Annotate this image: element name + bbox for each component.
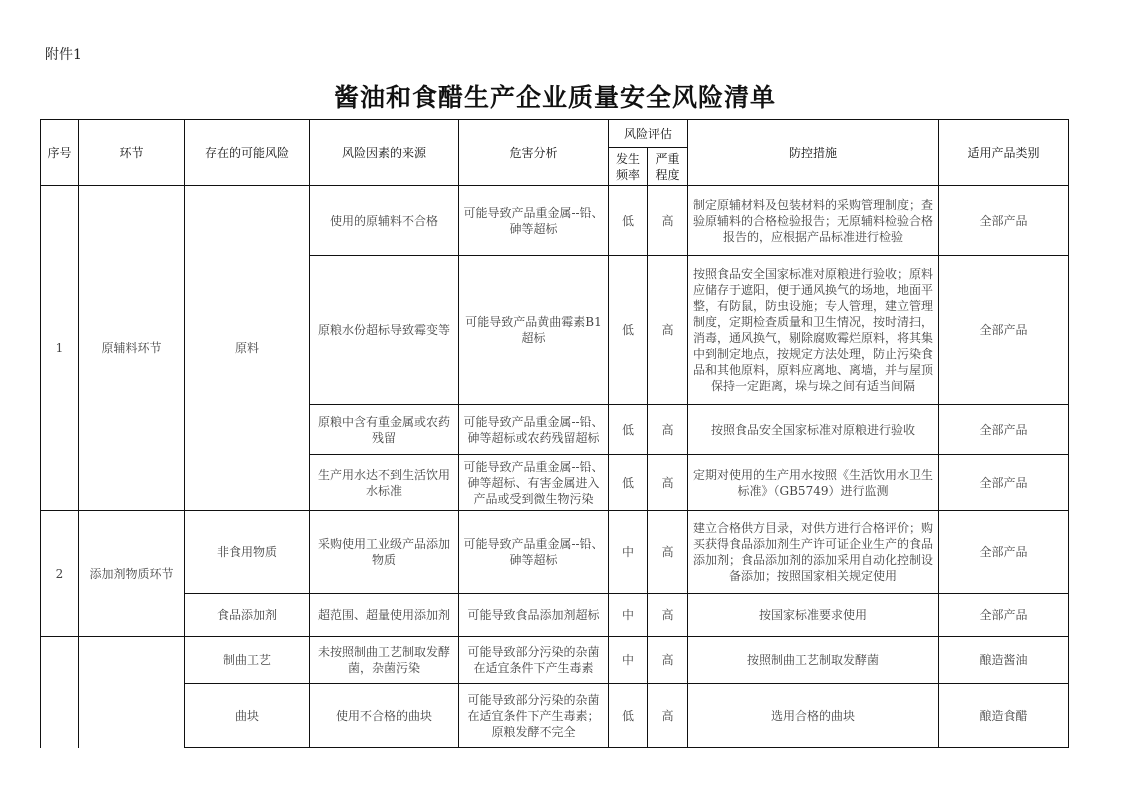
source-cell: 原粮中含有重金属或农药残留 [310,405,459,455]
control-cell: 选用合格的曲块 [688,684,939,748]
header-control: 防控措施 [688,120,939,186]
header-risk: 存在的可能风险 [185,120,310,186]
risk-table [40,119,1069,748]
control-cell: 按照制曲工艺制取发酵菌 [688,637,939,684]
frequency-cell: 低 [609,256,648,405]
source-cell: 原粮水份超标导致霉变等 [310,256,459,405]
table-row [41,594,1069,637]
frequency-cell: 中 [609,594,648,637]
frequency-cell: 中 [609,511,648,594]
control-cell: 按国家标准要求使用 [688,594,939,637]
source-cell: 超范围、超量使用添加剂 [310,594,459,637]
hazard-cell: 可能导致产品重金属--铅、砷等超标或农药残留超标 [459,405,609,455]
risk-cell: 非食用物质 [185,511,310,594]
frequency-cell: 低 [609,186,648,256]
category-cell: 全部产品 [939,186,1069,256]
hazard-cell: 可能导致产品黄曲霉素B1超标 [459,256,609,405]
severity-cell: 高 [648,455,688,511]
table-row [41,684,1069,748]
source-cell: 使用不合格的曲块 [310,684,459,748]
hazard-cell: 可能导致产品重金属--铅、砷等超标 [459,511,609,594]
header-source: 风险因素的来源 [310,120,459,186]
group-seq: 2 [41,511,79,637]
hazard-cell: 可能导致产品重金属--铅、砷等超标、有害金属进入产品或受到微生物污染 [459,455,609,511]
frequency-cell: 低 [609,405,648,455]
severity-cell: 高 [648,256,688,405]
category-cell: 酿造食醋 [939,684,1069,748]
severity-cell: 高 [648,186,688,256]
header-hazard: 危害分析 [459,120,609,186]
source-cell: 使用的原辅料不合格 [310,186,459,256]
header-category: 适用产品类别 [939,120,1069,186]
category-cell: 全部产品 [939,256,1069,405]
risk-cell: 原料 [185,186,310,511]
source-cell: 生产用水达不到生活饮用水标准 [310,455,459,511]
risk-cell: 制曲工艺 [185,637,310,684]
control-cell: 建立合格供方目录，对供方进行合格评价；购买获得食品添加剂生产许可证企业生产的食品添加剂；食品添加剂的添加采用自动化控制设备添加；按照国家相关规定使用 [688,511,939,594]
severity-cell: 高 [648,405,688,455]
control-cell: 制定原辅材料及包装材料的采购管理制度；查验原辅料的合格检验报告；无原辅料检验合格报告的，应根据产品标准进行检验 [688,186,939,256]
document-title: 酱油和食醋生产企业质量安全风险清单 [333,83,776,112]
severity-cell: 高 [648,594,688,637]
hazard-cell: 可能导致部分污染的杂菌在适宜条件下产生毒素；原粮发酵不完全 [459,684,609,748]
category-cell: 全部产品 [939,455,1069,511]
header-severity: 严重程度 [648,148,688,186]
risk-cell: 食品添加剂 [185,594,310,637]
control-cell: 定期对使用的生产用水按照《生活饮用水卫生标准》（GB5749）进行监测 [688,455,939,511]
hazard-cell: 可能导致产品重金属--铅、砷等超标 [459,186,609,256]
source-cell: 采购使用工业级产品添加物质 [310,511,459,594]
group-stage: 添加剂物质环节 [79,511,185,637]
hazard-cell: 可能导致部分污染的杂菌在适宜条件下产生毒素 [459,637,609,684]
frequency-cell: 中 [609,637,648,684]
hazard-cell: 可能导致食品添加剂超标 [459,594,609,637]
category-cell: 酿造酱油 [939,637,1069,684]
group-stage: 原辅料环节 [79,186,185,511]
frequency-cell: 低 [609,684,648,748]
severity-cell: 高 [648,511,688,594]
control-cell: 按照食品安全国家标准对原粮进行验收；原料应储存于遮阳，便于通风换气的场地，地面平整，有防鼠，防虫设施；专人管理，建立管理制度，定期检查质量和卫生情况，按时清扫，消毒，通风换气，剔除腐败霉烂原料，将其集中到制定地点，按规定方法处理，防止污染食品和其他原料，原料应离地、离墙，并与屋顶保持一定距离，垛与垛之间有适当间隔 [688,256,939,405]
table-row [41,511,1069,594]
group-seq [41,637,79,748]
control-cell: 按照食品安全国家标准对原粮进行验收 [688,405,939,455]
attachment-label: 附件1 [45,47,82,63]
category-cell: 全部产品 [939,405,1069,455]
frequency-cell: 低 [609,455,648,511]
category-cell: 全部产品 [939,511,1069,594]
header-seq: 序号 [41,120,79,186]
category-cell: 全部产品 [939,594,1069,637]
risk-cell: 曲块 [185,684,310,748]
severity-cell: 高 [648,637,688,684]
header-assessment: 风险评估 [609,120,688,148]
table-row [41,637,1069,684]
source-cell: 未按照制曲工艺制取发酵菌，杂菌污染 [310,637,459,684]
table-row [41,186,1069,256]
group-stage [79,637,185,748]
header-frequency: 发生频率 [609,148,648,186]
header-stage: 环节 [79,120,185,186]
group-seq: 1 [41,186,79,511]
severity-cell: 高 [648,684,688,748]
